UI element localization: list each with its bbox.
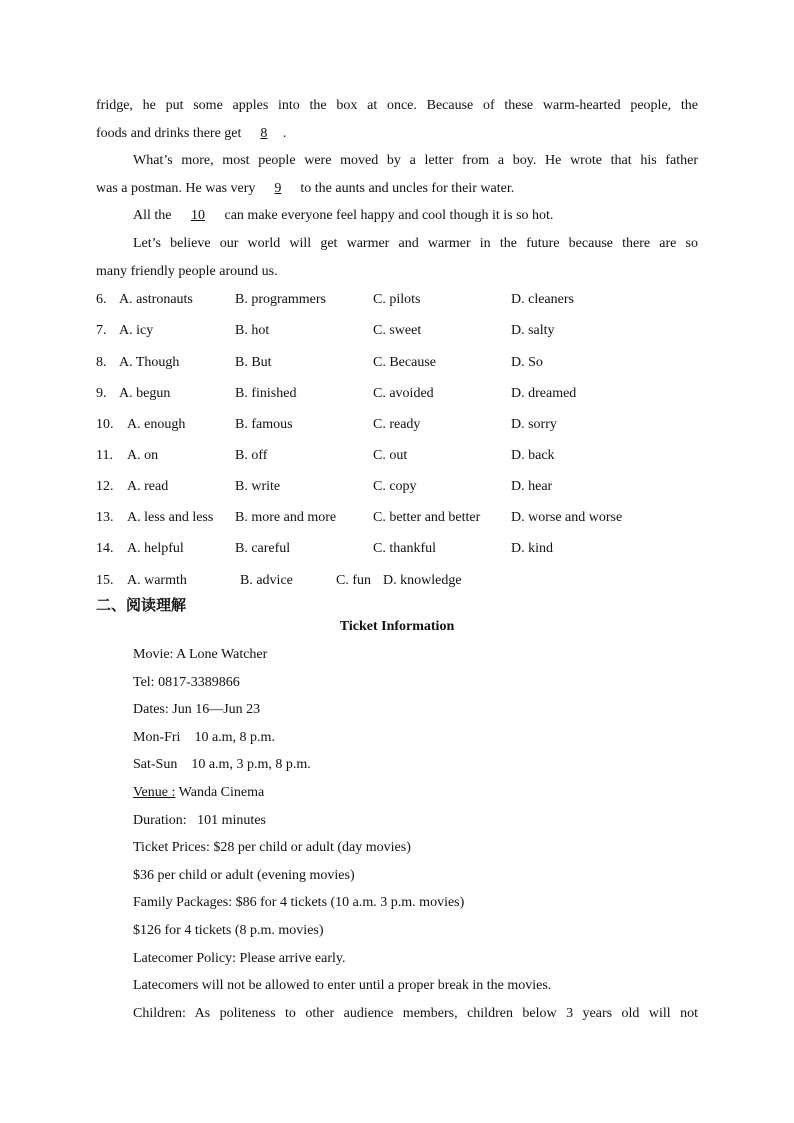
option-a: A. less and less bbox=[127, 510, 214, 525]
passage-line bbox=[96, 180, 698, 198]
passage-line: fridge, he put some apples into the box at once. Because of these warm-hearted people, the bbox=[96, 98, 698, 113]
passage-line bbox=[133, 207, 698, 225]
passage-text: to the aunts and uncles for their water. bbox=[300, 181, 515, 196]
option-c: C. thankful bbox=[373, 541, 436, 556]
option-c: C. fun bbox=[336, 573, 371, 588]
option-c: C. better and better bbox=[373, 510, 481, 525]
option-b: B. write bbox=[235, 479, 281, 494]
ticket-title: Ticket Information bbox=[339, 619, 455, 634]
blank-10: 10 bbox=[191, 208, 205, 223]
option-c: C. copy bbox=[373, 479, 417, 494]
option-c: C. avoided bbox=[373, 386, 434, 401]
option-c: C. ready bbox=[373, 417, 421, 432]
option-a: A. icy bbox=[119, 323, 154, 338]
question-number: 6. bbox=[96, 292, 107, 307]
ticket-venue bbox=[133, 784, 698, 802]
question-number: 7. bbox=[96, 323, 107, 338]
question-number: 9. bbox=[96, 386, 107, 401]
ticket-family: Family Packages: $86 for 4 tickets (10 a.m. 3 p.m. movies) bbox=[133, 895, 465, 910]
option-d: D. kind bbox=[511, 541, 553, 556]
passage-text: foods and drinks there get bbox=[96, 126, 242, 141]
passage-line bbox=[96, 125, 698, 143]
option-b: B. programmers bbox=[235, 292, 326, 307]
ticket-movie: Movie: A Lone Watcher bbox=[133, 647, 268, 662]
ticket-monfri: Mon-Fri 10 a.m, 8 p.m. bbox=[133, 730, 275, 745]
option-d: D. knowledge bbox=[383, 573, 462, 588]
option-d: D. worse and worse bbox=[511, 510, 623, 525]
venue-label: Venue : bbox=[133, 785, 176, 800]
question-number: 11. bbox=[96, 448, 113, 463]
ticket-prices: Ticket Prices: $28 per child or adult (day movies) bbox=[133, 840, 411, 855]
option-a: A. astronauts bbox=[119, 292, 193, 307]
passage-line: many friendly people around us. bbox=[96, 264, 278, 279]
question-number: 15. bbox=[96, 573, 114, 588]
option-d: D. dreamed bbox=[511, 386, 577, 401]
option-b: B. advice bbox=[240, 573, 293, 588]
option-b: B. careful bbox=[235, 541, 291, 556]
option-d: D. hear bbox=[511, 479, 553, 494]
option-b: B. hot bbox=[235, 323, 270, 338]
passage-text: can make everyone feel happy and cool though it is so hot. bbox=[224, 208, 554, 223]
passage-text: was a postman. He was very bbox=[96, 181, 256, 196]
question-number: 13. bbox=[96, 510, 114, 525]
option-b: B. off bbox=[235, 448, 268, 463]
option-b: B. famous bbox=[235, 417, 293, 432]
blank-8: 8 bbox=[260, 126, 268, 141]
option-c: C. out bbox=[373, 448, 408, 463]
ticket-family: $126 for 4 tickets (8 p.m. movies) bbox=[133, 923, 324, 938]
option-b: B. finished bbox=[235, 386, 297, 401]
venue-value: Wanda Cinema bbox=[175, 785, 265, 800]
section-heading: 二、阅读理解 bbox=[96, 596, 187, 614]
option-d: D. salty bbox=[511, 323, 555, 338]
option-a: A. warmth bbox=[127, 573, 187, 588]
passage-line: What’s more, most people were moved by a letter from a boy. He wrote that his father bbox=[133, 153, 698, 168]
option-d: D. cleaners bbox=[511, 292, 574, 307]
option-a: A. enough bbox=[127, 417, 186, 432]
ticket-duration: Duration: 101 minutes bbox=[133, 813, 266, 828]
option-c: C. sweet bbox=[373, 323, 422, 338]
ticket-children: Children: As politeness to other audience members, children below 3 years old will not bbox=[133, 1006, 698, 1021]
question-number: 10. bbox=[96, 417, 114, 432]
option-d: D. back bbox=[511, 448, 555, 463]
option-a: A. on bbox=[127, 448, 159, 463]
ticket-latecomer: Latecomers will not be allowed to enter until a proper break in the movies. bbox=[133, 978, 552, 993]
passage-text: All the bbox=[133, 208, 172, 223]
option-b: B. But bbox=[235, 355, 272, 370]
ticket-satsun: Sat-Sun 10 a.m, 3 p.m, 8 p.m. bbox=[133, 757, 311, 772]
option-c: C. pilots bbox=[373, 292, 421, 307]
option-c: C. Because bbox=[373, 355, 436, 370]
question-number: 14. bbox=[96, 541, 114, 556]
passage-line: Let’s believe our world will get warmer and warmer in the future because there are so bbox=[133, 236, 698, 251]
option-a: A. read bbox=[127, 479, 169, 494]
question-number: 12. bbox=[96, 479, 114, 494]
ticket-prices: $36 per child or adult (evening movies) bbox=[133, 868, 355, 883]
question-number: 8. bbox=[96, 355, 107, 370]
blank-9: 9 bbox=[274, 181, 282, 196]
option-b: B. more and more bbox=[235, 510, 337, 525]
ticket-dates: Dates: Jun 16—Jun 23 bbox=[133, 702, 261, 717]
ticket-latecomer: Latecomer Policy: Please arrive early. bbox=[133, 951, 346, 966]
option-d: D. sorry bbox=[511, 417, 557, 432]
option-a: A. begun bbox=[119, 386, 171, 401]
option-a: A. Though bbox=[119, 355, 180, 370]
ticket-tel: Tel: 0817-3389866 bbox=[133, 675, 240, 690]
passage-text: . bbox=[282, 126, 287, 141]
option-d: D. So bbox=[511, 355, 543, 370]
option-a: A. helpful bbox=[127, 541, 184, 556]
